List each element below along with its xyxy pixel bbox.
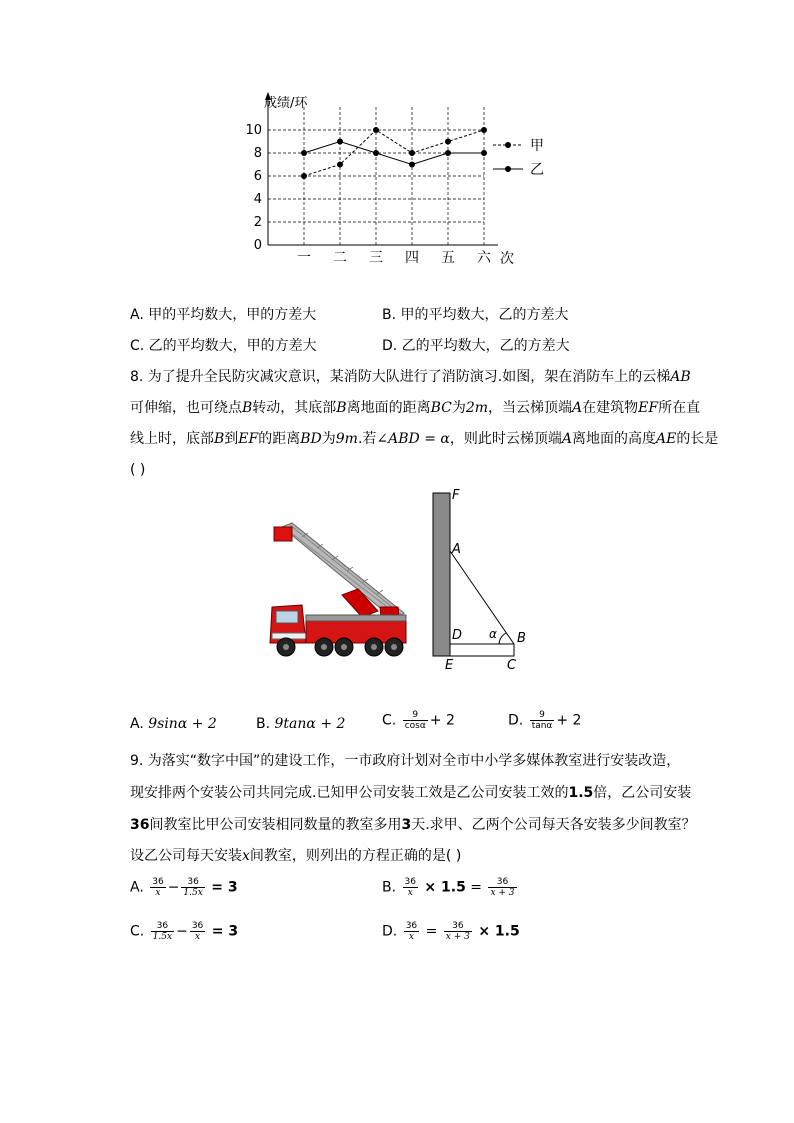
- q7-option-b[interactable]: B. 甲的平均数大，乙的方差大: [382, 307, 569, 323]
- label-alpha: α: [489, 627, 497, 641]
- label-c: C: [507, 658, 517, 670]
- y-axis-label: 成绩/环: [264, 96, 308, 111]
- y-tick-label: 10: [245, 123, 262, 138]
- legend-label-甲: 甲: [530, 138, 544, 154]
- label-a: A: [452, 542, 461, 557]
- x-tick-label: 三: [369, 250, 383, 266]
- q8-option-c[interactable]: C. $\frac{9}{\cos\alpha}$ + 2: [382, 710, 455, 731]
- data-point-甲: [409, 150, 415, 156]
- data-point-乙: [301, 150, 307, 156]
- label-f: F: [452, 488, 460, 503]
- ground-dcbe: [450, 644, 514, 656]
- q9-option-b[interactable]: B. $\frac{36}{x}$ × 1.5 = $\frac{36}{x + 3}$: [382, 877, 515, 898]
- q9-line-4: 设乙公司每天安装x间教室，则列出的方程正确的是( ): [130, 848, 462, 864]
- data-point-甲: [445, 139, 451, 145]
- legend-label-乙: 乙: [530, 162, 544, 178]
- q9-line-1: 9. 为落实“数字中国”的建设工作，一市政府计划对全市中小学多媒体教室进行安装改造，: [130, 753, 681, 769]
- q8-option-d[interactable]: D. $\frac{9}{\tan\alpha}$ + 2: [508, 710, 582, 731]
- q8-line-2: 可伸缩，也可绕点B转动，其底部B离地面的距离BC为2m，当云梯顶端A在建筑物EF所在直: [130, 400, 701, 416]
- q8-line-3: 线上时，底部B到EF的距离BD为9m.若∠ABD = α，则此时云梯顶端A离地面的高度AE的长是: [130, 431, 719, 447]
- q9-line-2: 现安排两个安装公司共同完成.已知甲公司安装工效是乙公司安装工效的1.5倍，乙公司安装: [130, 785, 692, 801]
- q8-line-1: 8. 为了提升全民防灾减灾意识，某消防大队进行了消防演习.如图，架在消防车上的云梯AB: [130, 369, 691, 385]
- data-point-乙: [409, 162, 415, 168]
- score-line-chart: [240, 88, 560, 273]
- x-tick-label: 五: [441, 250, 455, 266]
- legend-marker-乙: [505, 166, 511, 172]
- y-tick-label: 4: [253, 192, 262, 207]
- data-point-乙: [481, 150, 487, 156]
- label-d: D: [452, 628, 463, 643]
- data-point-甲: [337, 162, 343, 168]
- y-tick-label: 6: [253, 169, 262, 184]
- q8-option-b[interactable]: B. 9tanα + 2: [256, 716, 346, 732]
- q8-line-4: ( ): [130, 462, 146, 478]
- data-point-甲: [373, 127, 379, 133]
- building-ef: [433, 493, 450, 656]
- legend-marker-甲: [505, 142, 511, 148]
- x-tick-label: 六: [477, 250, 491, 266]
- label-e: E: [445, 658, 454, 670]
- x-tick-label: 二: [333, 250, 347, 266]
- q8-option-a[interactable]: A. 9sinα + 2: [130, 716, 217, 732]
- data-point-乙: [373, 150, 379, 156]
- q9-option-a[interactable]: A. $\frac{36}{x}$ − $\frac{36}{1.5x}$ = 3: [130, 877, 238, 898]
- q7-option-c[interactable]: C. 乙的平均数大，甲的方差大: [130, 338, 317, 354]
- data-point-乙: [445, 150, 451, 156]
- data-point-乙: [337, 139, 343, 145]
- data-point-甲: [301, 173, 307, 179]
- fire-truck-image: [262, 515, 412, 663]
- q7-option-a[interactable]: A. 甲的平均数大，甲的方差大: [130, 307, 317, 323]
- label-b: B: [517, 631, 526, 646]
- geometry-diagram: [425, 485, 535, 670]
- y-tick-label: 8: [253, 146, 262, 161]
- q9-line-3: 36间教室比甲公司安装相同数量的教室多用3天.求甲、乙两个公司每天各安装多少间教室？: [130, 817, 696, 833]
- q9-option-d[interactable]: D. $\frac{36}{x}$ = $\frac{36}{x + 3}$ × 1.5: [382, 921, 520, 942]
- x-tick-label: 一: [297, 250, 311, 266]
- data-point-甲: [481, 127, 487, 133]
- x-tick-label: 四: [405, 250, 419, 266]
- y-tick-label: 2: [253, 215, 262, 230]
- q9-option-c[interactable]: C. $\frac{36}{1.5x}$ − $\frac{36}{x}$ = 3: [130, 921, 239, 942]
- x-axis-label: 次: [500, 251, 514, 267]
- q7-option-d[interactable]: D. 乙的平均数大，乙的方差大: [382, 338, 570, 354]
- y-tick-label: 0: [253, 238, 262, 253]
